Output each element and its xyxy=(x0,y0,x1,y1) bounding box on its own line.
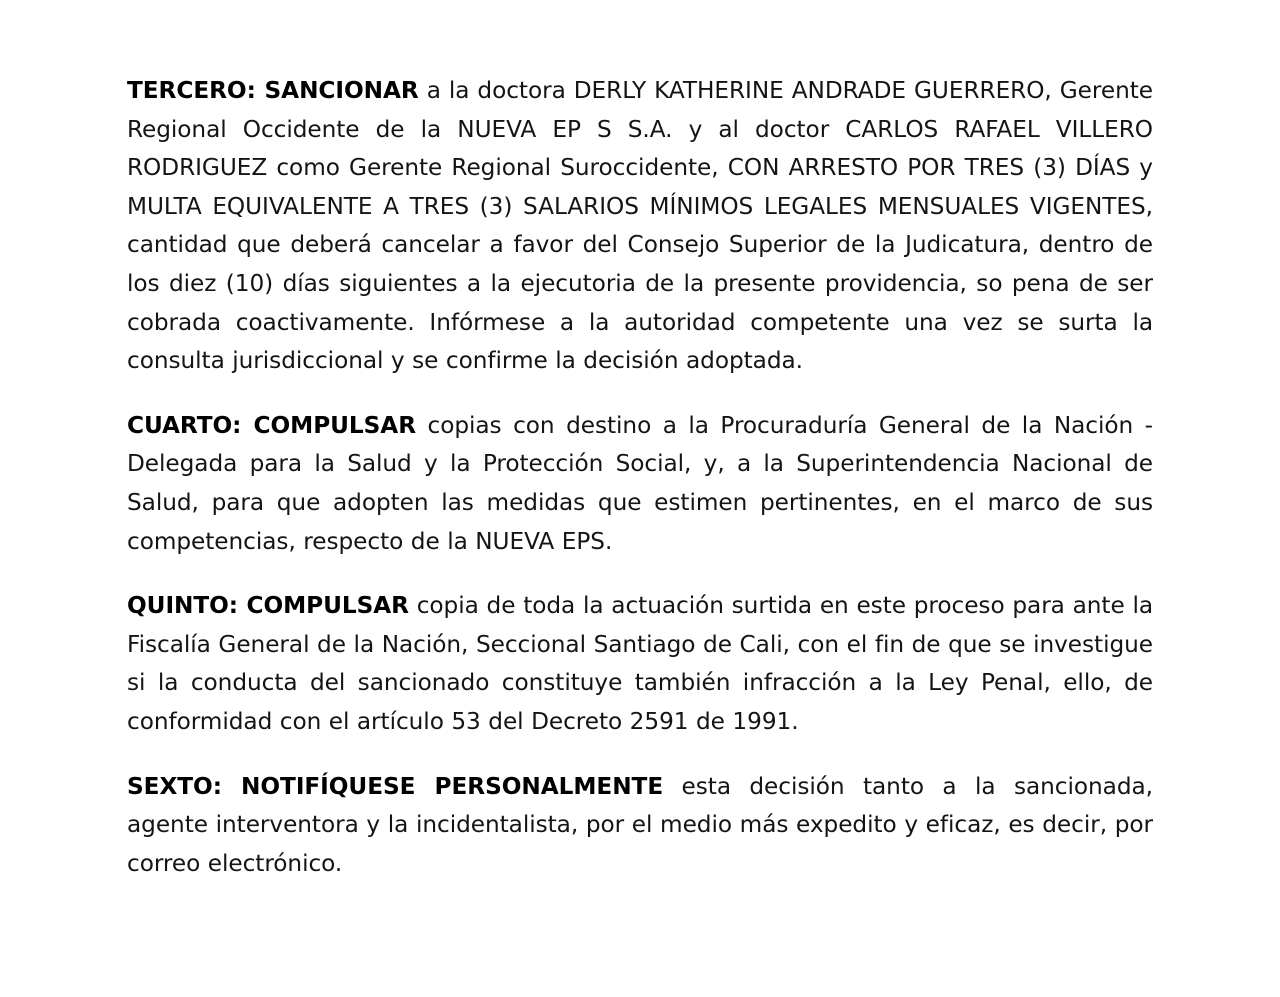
paragraph-tercero-heading: TERCERO: SANCIONAR xyxy=(127,77,419,104)
paragraph-tercero xyxy=(127,72,1153,381)
paragraph-quinto-text: copia de toda la actuación surtida en este proceso para ante la Fiscalía General de la Nación, Seccional Santiago de Cali, con el fin de que se investigue si la conducta del sancionado constituye también infracción a la Ley Penal, ello, de conformidad con el artículo 53 del Decreto 2591 de 1991. xyxy=(127,592,1153,735)
paragraph-sexto xyxy=(127,768,1153,884)
paragraph-quinto xyxy=(127,587,1153,741)
paragraph-tercero-text: a la doctora DERLY KATHERINE ANDRADE GUERRERO, Gerente Regional Occidente de la NUEVA EP S S.A. y al doctor CARLOS RAFAEL VILLERO RODRIGUEZ como Gerente Regional Suroccidente, CON ARRESTO POR TRES (3) DÍAS y MULTA EQUIVALENTE A TRES (3) SALARIOS MÍNIMOS LEGALES MENSUALES VIGENTES, cantidad que deberá cancelar a favor del Consejo Superior de la Judicatura, dentro de los diez (10) días siguientes a la ejecutoria de la presente providencia, so pena de ser cobrada coactivamente. Infórmese a la autoridad competente una vez se surta la consulta jurisdiccional y se confirme la decisión adoptada. xyxy=(127,77,1153,375)
document-body xyxy=(127,72,1153,883)
paragraph-cuarto-heading: CUARTO: COMPULSAR xyxy=(127,411,416,439)
paragraph-sexto-heading: SEXTO: NOTIFÍQUESE PERSONALMENTE xyxy=(127,772,664,800)
paragraph-sexto-text: esta decisión tanto a la sancionada, agente interventora y la incidentalista, por el medio más expedito y eficaz, es decir, por correo electrónico. xyxy=(127,772,1153,877)
paragraph-quinto-heading: QUINTO: COMPULSAR xyxy=(127,592,409,620)
paragraph-cuarto-text: copias con destino a la Procuraduría General de la Nación - Delegada para la Salud y la Protección Social, y, a la Superintendencia Nacional de Salud, para que adopten las medidas que estimen pertinentes, en el marco de sus competencias, respecto de la NUEVA EPS. xyxy=(127,411,1154,555)
paragraph-cuarto xyxy=(127,407,1153,561)
